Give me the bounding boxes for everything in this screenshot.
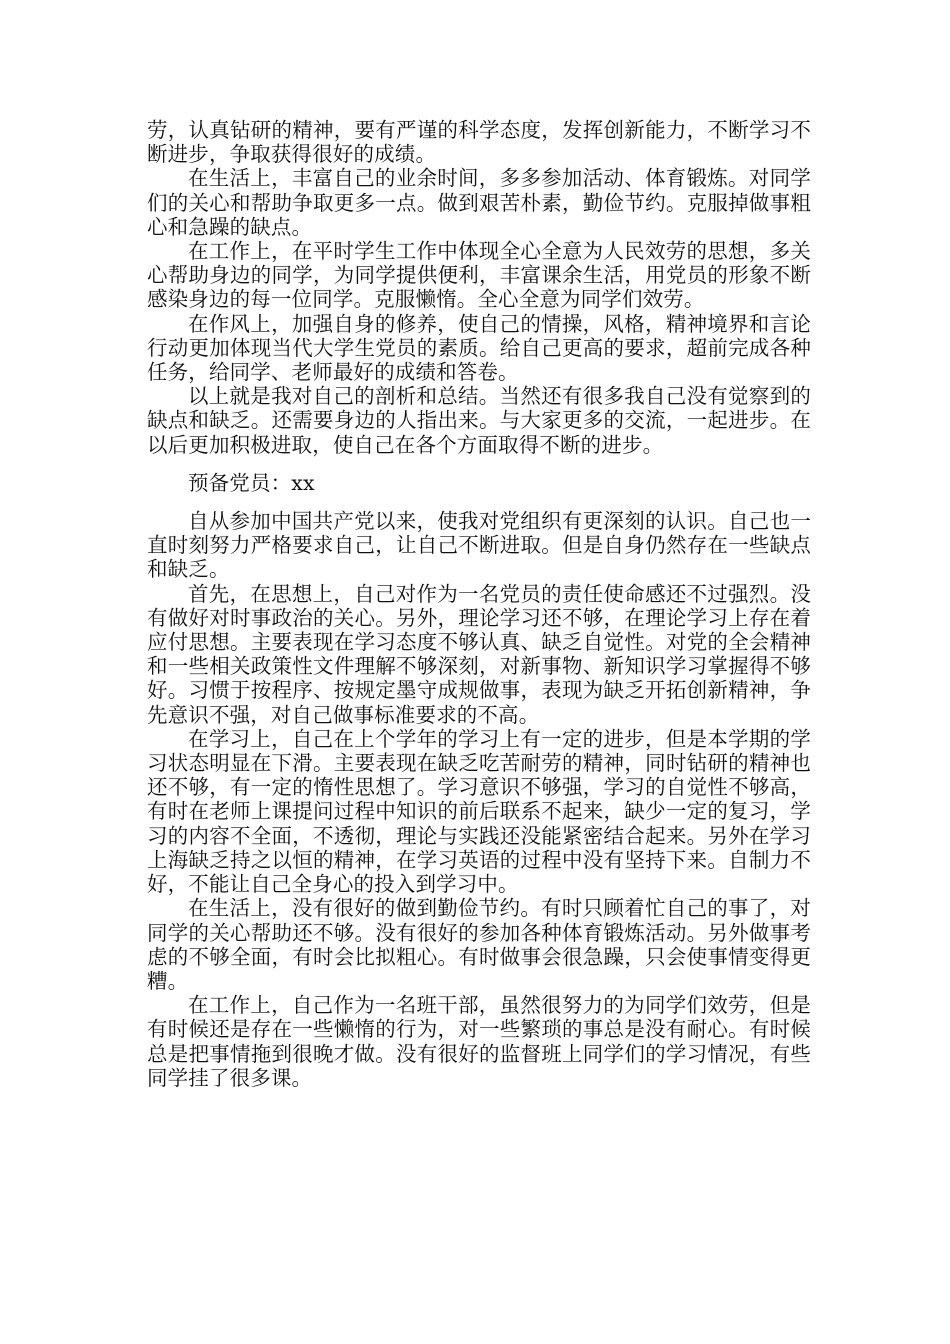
- paragraph-intro: 自从参加中国共产党以来，使我对党组织有更深刻的认识。自己也一直时刻努力严格要求自己，让自己不断进取。但是自身仍然存在一些缺点和缺乏。: [147, 509, 811, 582]
- paragraph-study: 在学习上，自己在上个学年的学习上有一定的进步，但是本学期的学习状态明显在下滑。主要表现在缺乏吃苦耐劳的精神，同时钻研的精神也还不够，有一定的惰性思想了。学习意识不够强，学习的自觉性不够高，有时在老师上课提问过程中知识的前后联系不起来，缺少一定的复习，学习的内容不全面，不透彻，理论与实践还没能紧密结合起来。另外在学习上海缺乏持之以恒的精神，在学习英语的过程中没有坚持下来。自制力不好，不能让自己全身心的投入到学习中。: [147, 726, 811, 897]
- signature-line: 预备党员：xx: [188, 470, 315, 495]
- document-body: [147, 118, 811, 1090]
- paragraph-life-2: 在生活上，没有很好的做到勤俭节约。有时只顾着忙自己的事了，对同学的关心帮助还不够。没有很好的参加各种体育锻炼活动。另外做事考虑的不够全面，有时会比拟粗心。有时做事会很急躁，只会使事情变得更糟。: [147, 896, 811, 993]
- paragraph-style: 在作风上，加强自身的修养，使自己的情操，风格，精神境界和言论行动更加体现当代大学生党员的素质。给自己更高的要求，超前完成各种任务，给同学、老师最好的成绩和答卷。: [147, 311, 811, 385]
- paragraph-thought: 首先，在思想上，自己对作为一名党员的责任使命感还不过强烈。没有做好对时事政治的关心。另外，理论学习还不够，在理论学习上存在着应付思想。主要表现在学习态度不够认真、缺乏自觉性。对党的全会精神和一些相关政策性文件理解不够深刻，对新事物、新知识学习掌握得不够好。习惯于按程序、按规定墨守成规做事，表现为缺乏开拓创新精神，争先意识不强，对自己做事标准要求的不高。: [147, 581, 811, 727]
- paragraph-life: 在生活上，丰富自己的业余时间，多多参加活动、体育锻炼。对同学们的关心和帮助争取更多一点。做到艰苦朴素，勤俭节约。克服掉做事粗心和急躁的缺点。: [147, 166, 811, 239]
- paragraph-summary: 以上就是我对自己的剖析和总结。当然还有很多我自己没有觉察到的缺点和缺乏。还需要身边的人指出来。与大家更多的交流，一起进步。在以后更加积极进取，使自己在各个方面取得不断的进步。: [147, 384, 811, 457]
- paragraph-work-2: 在工作上，自己作为一名班干部，虽然很努力的为同学们效劳，但是有时候还是存在一些懒惰的行为，对一些繁琐的事总是没有耐心。有时候总是把事情拖到很晚才做。没有很好的监督班上同学们的学习情况，有些同学挂了很多课。: [147, 993, 811, 1090]
- paragraph-work: 在工作上，在平时学生工作中体现全心全意为人民效劳的思想，多关心帮助身边的同学，为同学提供便利，丰富课余生活，用党员的形象不断感染身边的每一位同学。克服懒惰。全心全意为同学们效劳。: [147, 239, 811, 312]
- paragraph-continuation: 劳，认真钻研的精神，要有严谨的科学态度，发挥创新能力，不断学习不断进步，争取获得很好的成绩。: [147, 118, 811, 167]
